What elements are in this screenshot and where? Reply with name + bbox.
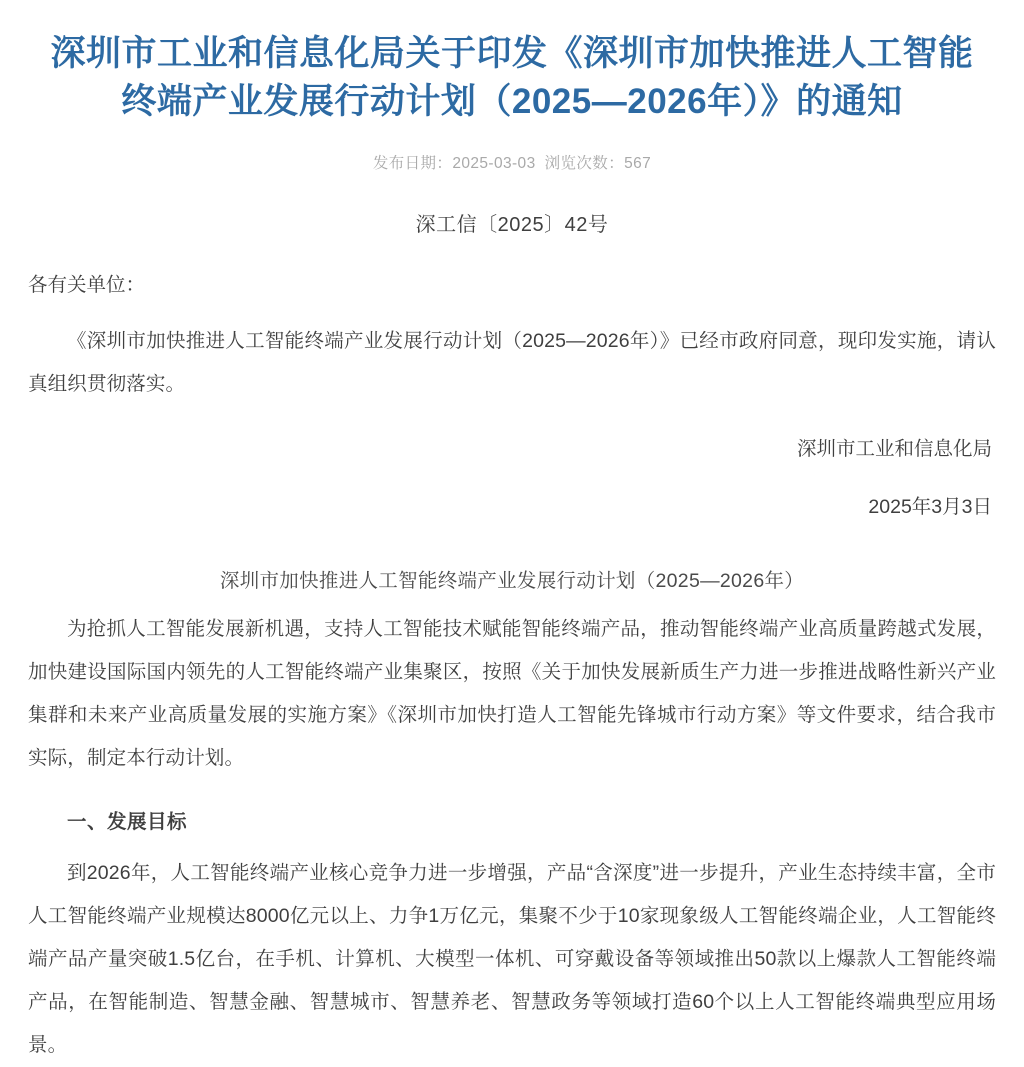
notice-paragraph: 《深圳市加快推进人工智能终端产业发展行动计划（2025—2026年）》已经市政府同意，现印发实施，请认真组织贯彻落实。 <box>28 330 996 395</box>
view-count-label: 浏览次数：567 <box>544 155 652 172</box>
signature-date: 2025年3月3日 <box>868 496 992 518</box>
signature-issuer: 深圳市工业和信息化局 <box>796 438 992 460</box>
page-title: 深圳市工业和信息化局关于印发《深圳市加快推进人工智能终端产业发展行动计划（2025—2026年）》的通知 <box>50 34 974 121</box>
salutation: 各有关单位： <box>28 274 146 296</box>
document-number: 深工信〔2025〕42号 <box>415 214 609 236</box>
publish-date-label: 发布日期：2025-03-03 <box>372 155 536 172</box>
document-meta <box>28 126 996 175</box>
section-heading-1: 一、发展目标 <box>67 811 188 833</box>
section-1-paragraph-1: 到2026年，人工智能终端产业核心竞争力进一步增强，产品“含深度”进一步提升，产业生态持续丰富，全市人工智能终端产业规模达8000亿元以上、力争1万亿元，集聚不少于10家现象级人工智能终端企业，人工智能终端产品产量突破1.5亿台，在手机、计算机、大模型一体机、可穿戴设备等领域推出50款以上爆款人工智能终端产品，在智能制造、智慧金融、智慧城市、智慧养老、智慧政务等领域打造60个以上人工智能终端典型应用场景。 <box>28 862 996 1056</box>
preamble-paragraph: 为抢抓人工智能发展新机遇，支持人工智能技术赋能智能终端产品，推动智能终端产业高质量跨越式发展，加快建设国际国内领先的人工智能终端产业集聚区，按照《关于加快发展新质生产力进一步推进战略性新兴产业集群和未来产业高质量发展的实施方案》《深圳市加快打造人工智能先锋城市行动方案》等文件要求，结合我市实际，制定本行动计划。 <box>28 618 996 769</box>
plan-title: 深圳市加快推进人工智能终端产业发展行动计划（2025—2026年） <box>219 570 805 592</box>
